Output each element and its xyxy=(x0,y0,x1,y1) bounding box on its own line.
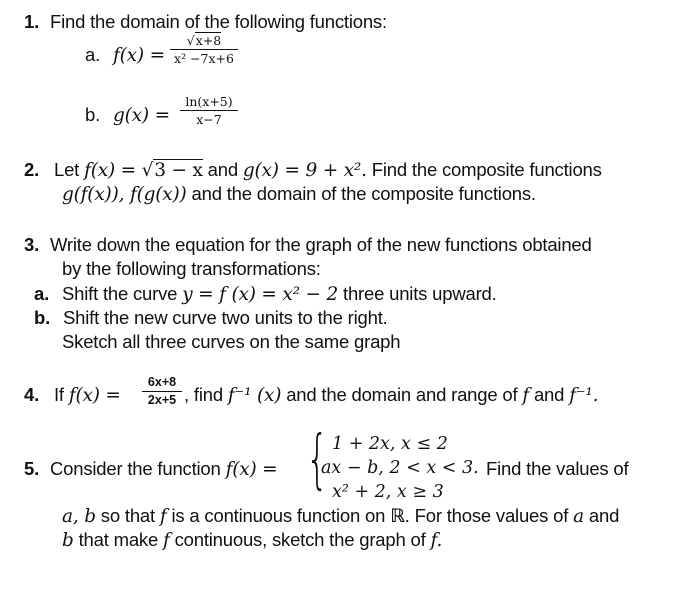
problem-5-line-3 xyxy=(62,529,442,551)
problem-1a-label: a. xyxy=(85,44,101,65)
problem-4-numerator: 6x+8 xyxy=(147,375,177,389)
problem-3-number: 3. xyxy=(24,234,40,255)
fraction-bar xyxy=(142,391,182,392)
problem-3b xyxy=(34,307,388,329)
problem-5-lhs: f(x) = xyxy=(225,459,278,480)
problem-5-continuous: is a continuous function on xyxy=(171,505,386,526)
problem-5-f-3: f. xyxy=(430,530,443,551)
problem-1a-numerator: √x+8 xyxy=(186,33,222,48)
problem-1b-numerator: ln(x+5) xyxy=(185,94,233,109)
problem-5-f-2: f xyxy=(163,530,170,551)
problem-4-if: If xyxy=(53,384,64,405)
problem-1a xyxy=(85,44,165,66)
problem-5-f: f xyxy=(159,506,167,527)
problem-4-inverse-2: f⁻¹. xyxy=(569,385,599,406)
piecewise-brace: { xyxy=(306,423,329,497)
problem-2-g-def: g(x) = 9 + x². xyxy=(242,160,367,181)
problem-3-sketch-text: Sketch all three curves on the same graph xyxy=(62,331,401,352)
problem-5-that-make: that make xyxy=(78,529,159,550)
problem-2-domain-text: and the domain of the composite functions. xyxy=(191,183,536,204)
problem-4-inverse: f⁻¹ (x) xyxy=(227,385,282,406)
problem-2-number: 2. xyxy=(24,159,40,180)
problem-5-and: and xyxy=(588,505,620,526)
problem-2-line-1 xyxy=(24,159,602,181)
problem-3-line-1 xyxy=(24,234,592,256)
problem-4-and: and xyxy=(533,384,565,405)
problem-2-and: and xyxy=(207,159,238,180)
problem-3a-equation: y = f (x) = x² − 2 xyxy=(182,284,339,305)
problem-5-for-those: . For those values of xyxy=(404,505,569,526)
problem-3b-label: b. xyxy=(34,307,51,328)
problem-2-let: Let xyxy=(53,159,80,180)
problem-3a xyxy=(34,283,497,305)
fraction-bar xyxy=(170,49,238,50)
problem-3-text-1: Write down the equation for the graph of the new functions obtained xyxy=(49,234,592,255)
problem-4-lhs: f(x) = xyxy=(68,385,121,406)
problem-2-line-2 xyxy=(62,183,536,205)
problem-5-a-var: a xyxy=(573,506,584,527)
problem-1a-fraction xyxy=(170,33,238,66)
problem-1b-lhs: g(x) = xyxy=(112,105,170,126)
problem-4-fraction xyxy=(142,375,182,408)
problem-4-f: f xyxy=(522,385,529,406)
problem-3-line-2 xyxy=(62,258,321,280)
problem-4-domain-text: and the domain and range of xyxy=(286,384,518,405)
problem-3a-text-2: three units upward. xyxy=(343,283,497,304)
problem-4-right xyxy=(184,384,598,406)
problem-5-so-that: so that xyxy=(100,505,155,526)
problem-5-piece-2: ax − b, 2 < x < 3. xyxy=(321,458,479,478)
problem-1b-label: b. xyxy=(85,104,101,125)
problem-5-b-var: b xyxy=(62,530,74,551)
problem-3a-text-1: Shift the curve xyxy=(61,283,178,304)
problem-5-find-text: Find the values of xyxy=(486,458,629,479)
problem-2-compositions: g(f(x)), f(g(x)) xyxy=(62,184,187,205)
problem-5-piece-1: 1 + 2x, x ≤ 2 xyxy=(332,434,448,454)
problem-1b-fraction xyxy=(180,94,238,127)
problem-5-line-2 xyxy=(62,505,619,527)
problem-1a-lhs: f(x) = xyxy=(112,45,165,66)
problem-5-find xyxy=(486,458,628,480)
problem-4-find: , find xyxy=(184,384,223,405)
problem-1-number: 1. xyxy=(24,11,40,32)
problem-1-text: Find the domain of the following functions: xyxy=(49,11,387,32)
problem-3b-text: Shift the new curve two units to the right. xyxy=(63,307,388,328)
problem-4-left xyxy=(24,384,121,406)
problem-1a-denominator: x² −7x+6 xyxy=(174,51,234,66)
problem-4-number: 4. xyxy=(24,384,40,405)
problem-5-reals: ℝ xyxy=(390,506,405,527)
problem-1b-denominator: x−7 xyxy=(196,112,222,127)
problem-5-line-1 xyxy=(24,458,277,480)
problem-3a-label: a. xyxy=(34,283,50,304)
problem-3-sketch xyxy=(62,331,400,353)
problem-5-number: 5. xyxy=(24,458,40,479)
problem-5-piece-3: x² + 2, x ≥ 3 xyxy=(332,482,444,502)
problem-4-denominator: 2x+5 xyxy=(147,393,177,407)
problem-1 xyxy=(24,11,387,33)
problem-5-sketch: continuous, sketch the graph of xyxy=(174,529,426,550)
problem-2-f-radicand: 3 − x xyxy=(154,160,203,181)
problem-1a-radicand: x+8 xyxy=(195,33,222,48)
problem-5-vars: a, b xyxy=(62,506,96,527)
problem-1b xyxy=(85,104,170,126)
problem-2-find: Find the composite functions xyxy=(371,159,602,180)
problem-2-f-lhs: f(x) = √ xyxy=(84,160,154,181)
problem-3-text-2: by the following transformations: xyxy=(62,258,321,279)
fraction-bar xyxy=(180,110,238,111)
problem-5-consider: Consider the function xyxy=(49,458,221,479)
